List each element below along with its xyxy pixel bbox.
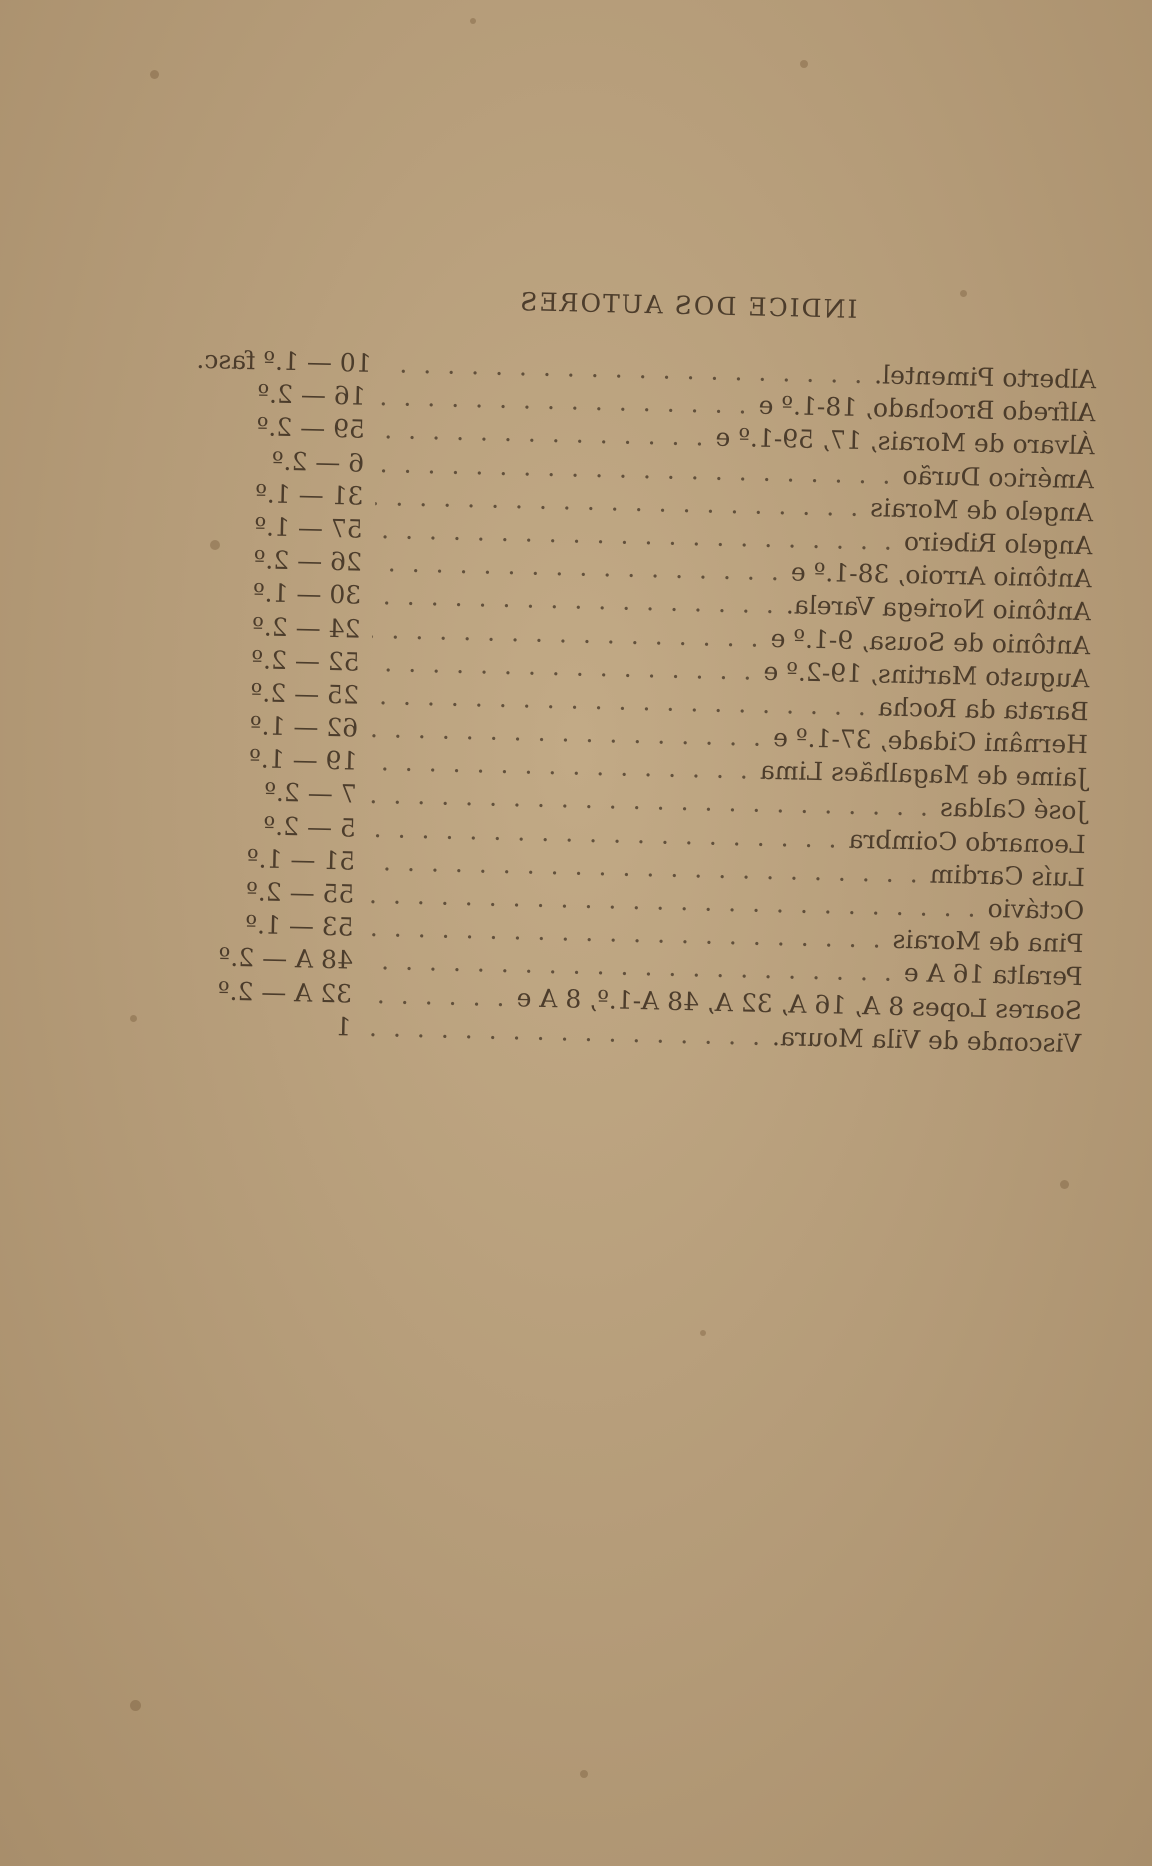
author-name: Jaime de Magalhães Lima <box>759 756 1088 793</box>
page-reference: 62 — 1.º <box>249 711 359 743</box>
page-reference: 1 <box>335 1011 352 1042</box>
page-reference: 57 — 1.º <box>254 512 364 544</box>
page-reference: 25 — 2.º <box>250 678 360 710</box>
page-reference: 30 — 1.º <box>252 578 362 610</box>
author-name: Pina de Morais <box>892 924 1084 959</box>
author-index <box>181 280 1098 1062</box>
paper-speck <box>580 1770 588 1778</box>
page-reference: 32 A — 2.º <box>217 976 353 1009</box>
author-name: Barata da Rocha <box>877 692 1090 727</box>
page-reference: 26 — 2.º <box>253 545 363 577</box>
author-name: Alberto Pimentel. <box>873 360 1097 395</box>
paper-speck <box>700 1330 706 1336</box>
author-name: Angelo de Morais <box>869 492 1094 527</box>
page-reference: 16 — 2.º <box>257 379 367 411</box>
paper-speck <box>130 1015 137 1022</box>
page-reference: 24 — 2.º <box>251 611 361 644</box>
page-reference: 55 — 2.º <box>245 877 355 909</box>
author-name: José Caldas <box>939 793 1087 826</box>
author-name: Leonardo Coimbra <box>848 824 1087 859</box>
author-name: Peralta 16 A e <box>903 958 1084 992</box>
page-reference: 53 — 1.º <box>245 910 354 942</box>
page-reference: 19 — 1.º <box>248 744 358 776</box>
author-name: Angelo Ribeiro <box>903 526 1093 561</box>
author-name: Visconde de Vila Moura. <box>771 1021 1082 1058</box>
page-reference: 51 — 1.º <box>246 843 356 876</box>
author-name: Luís Cardim <box>929 859 1086 892</box>
author-name: Soares Lopes 8 A, 16 A, 32 A, 48 A-1.º, 8 A e <box>516 982 1083 1025</box>
author-name: Américo Durão <box>902 460 1095 494</box>
author-name: Augusto Martins, 19-2.º e <box>763 656 1090 693</box>
page-reference: 6 — 2.º <box>271 446 365 478</box>
paper-speck <box>130 1700 141 1711</box>
paper-speck <box>470 18 476 24</box>
paper-speck <box>1060 1180 1069 1189</box>
page-reference: 5 — 2.º <box>263 811 357 843</box>
bleed-through-text <box>160 137 921 200</box>
author-name: Álvaro de Morais, 17, 59-1.º e <box>715 423 1096 461</box>
author-name: Antônio Noriega Varela. <box>785 590 1092 627</box>
dot-leader <box>377 415 704 451</box>
page-reference: 52 — 2.º <box>251 644 360 677</box>
paper-speck <box>150 70 159 79</box>
index-title: INDICE DOS AUTORES <box>517 287 858 324</box>
author-name: Octávio <box>987 893 1085 926</box>
author-name: Antônio Arroio, 38-1.º e <box>790 557 1093 594</box>
author-name: Alfredo Brochado, 18-1.º e <box>758 390 1096 428</box>
page-reference: 10 — 1.º fasc. <box>196 344 372 378</box>
author-name: Antônio de Sousa, 9-1.º e <box>770 623 1091 660</box>
page-reference: 59 — 2.º <box>256 412 366 445</box>
page-reference: 48 A — 2.º <box>218 942 354 975</box>
dot-leader <box>364 979 505 1011</box>
author-name: Hernâni Cidade, 37-1.º e <box>772 723 1089 760</box>
paper-speck <box>960 290 967 297</box>
page-reference: 7 — 2.º <box>263 777 357 810</box>
paper-speck <box>800 60 808 68</box>
page-reference: 31 — 1.º <box>254 478 364 511</box>
